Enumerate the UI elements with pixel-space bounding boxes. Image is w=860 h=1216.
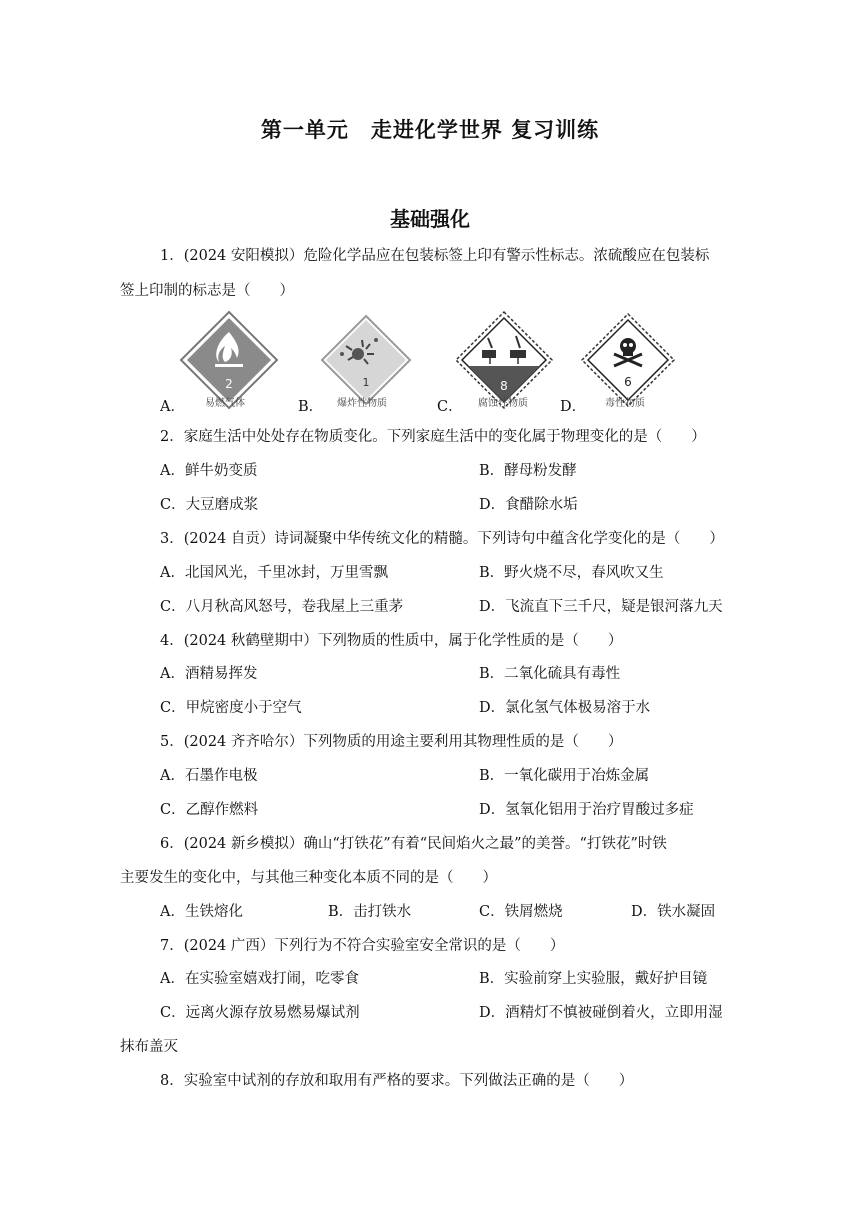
question-5-stem: 5．(2024 齐齐哈尔）下列物质的用途主要利用其物理性质的是（ ） bbox=[160, 734, 623, 750]
question-3-option-a: A．北国风光，千里冰封，万里雪飘 bbox=[160, 565, 388, 581]
sign-number: 1 bbox=[362, 376, 370, 389]
sign-label-d: 毒性物质 bbox=[605, 398, 645, 409]
question-6-line-2: 主要发生的变化中，与其他三种变化本质不同的是（ ） bbox=[120, 870, 497, 886]
question-4-option-b: B．二氧化硫具有毒性 bbox=[479, 666, 621, 682]
question-3-option-d: D．飞流直下三千尺，疑是银河落九天 bbox=[479, 599, 723, 615]
question-2-option-c: C．大豆磨成浆 bbox=[160, 497, 259, 513]
sign-label-a: 易燃气体 bbox=[205, 398, 245, 409]
page-title: 第一单元 走进化学世界 复习训练 bbox=[260, 118, 600, 142]
question-7-option-b: B．实验前穿上实验服，戴好护目镜 bbox=[479, 971, 708, 987]
question-2-option-b: B．酵母粉发酵 bbox=[479, 463, 577, 479]
question-6-line-1: 6．(2024 新乡模拟）确山“打铁花”有着“民间焰火之最”的美誉。“打铁花”时铁 bbox=[160, 836, 667, 852]
question-8-stem: 8．实验室中试剂的存放和取用有严格的要求。下列做法正确的是（ ） bbox=[160, 1073, 634, 1089]
question-3-option-b: B．野火烧不尽，春风吹又生 bbox=[479, 565, 664, 581]
question-6-option-d: D．铁水凝固 bbox=[631, 904, 716, 920]
question-7-option-c: C．远离火源存放易燃易爆试剂 bbox=[160, 1005, 360, 1021]
question-1-line-1: 1．(2024 安阳模拟）危险化学品应在包装标签上印有警示性标志。浓硫酸应在包装标 bbox=[160, 248, 710, 264]
sign-number: 8 bbox=[500, 379, 508, 393]
question-2-stem: 2．家庭生活中处处存在物质变化。下列家庭生活中的变化属于物理变化的是（ ） bbox=[160, 429, 706, 445]
question-7-option-d-continuation: 抹布盖灭 bbox=[120, 1039, 178, 1055]
option-d-letter: D． bbox=[560, 399, 587, 415]
question-5-option-d: D．氢氧化铝用于治疗胃酸过多症 bbox=[479, 802, 694, 818]
sign-label-b: 爆炸性物质 bbox=[337, 398, 387, 409]
question-7-stem: 7．(2024 广西）下列行为不符合实验室安全常识的是（ ） bbox=[160, 938, 565, 954]
sign-number: 6 bbox=[624, 375, 632, 389]
question-6-option-a: A．生铁熔化 bbox=[160, 904, 243, 920]
option-b-letter: B． bbox=[298, 399, 324, 415]
option-a-letter: A． bbox=[160, 399, 185, 415]
question-3-option-c: C．八月秋高风怒号，卷我屋上三重茅 bbox=[160, 599, 404, 615]
question-6-option-c: C．铁屑燃烧 bbox=[479, 904, 563, 920]
question-5-option-c: C．乙醇作燃料 bbox=[160, 802, 259, 818]
question-7-option-d: D．酒精灯不慎被碰倒着火，立即用湿 bbox=[479, 1005, 723, 1021]
question-2-option-a: A．鲜牛奶变质 bbox=[160, 463, 258, 479]
question-4-option-d: D．氯化氢气体极易溶于水 bbox=[479, 700, 651, 716]
question-1-line-2: 签上印制的标志是（ ） bbox=[120, 283, 294, 299]
question-5-option-a: A．石墨作电极 bbox=[160, 768, 258, 784]
question-6-option-b: B．击打铁水 bbox=[328, 904, 412, 920]
question-5-option-b: B．一氧化碳用于冶炼金属 bbox=[479, 768, 650, 784]
sign-label-c: 腐蚀性物质 bbox=[478, 398, 528, 409]
question-4-option-a: A．酒精易挥发 bbox=[160, 666, 258, 682]
sign-number: 2 bbox=[225, 377, 233, 391]
section-title: 基础强化 bbox=[390, 207, 470, 231]
question-4-stem: 4．(2024 秋鹤壁期中）下列物质的性质中，属于化学性质的是（ ） bbox=[160, 633, 623, 649]
option-c-letter: C． bbox=[437, 399, 463, 415]
question-2-option-d: D．食醋除水垢 bbox=[479, 497, 578, 513]
question-3-stem: 3．(2024 自贡）诗词凝聚中华传统文化的精髓。下列诗句中蕴含化学变化的是（ ） bbox=[160, 531, 724, 547]
question-4-option-c: C．甲烷密度小于空气 bbox=[160, 700, 302, 716]
question-7-option-a: A．在实验室嬉戏打闹，吃零食 bbox=[160, 971, 359, 987]
